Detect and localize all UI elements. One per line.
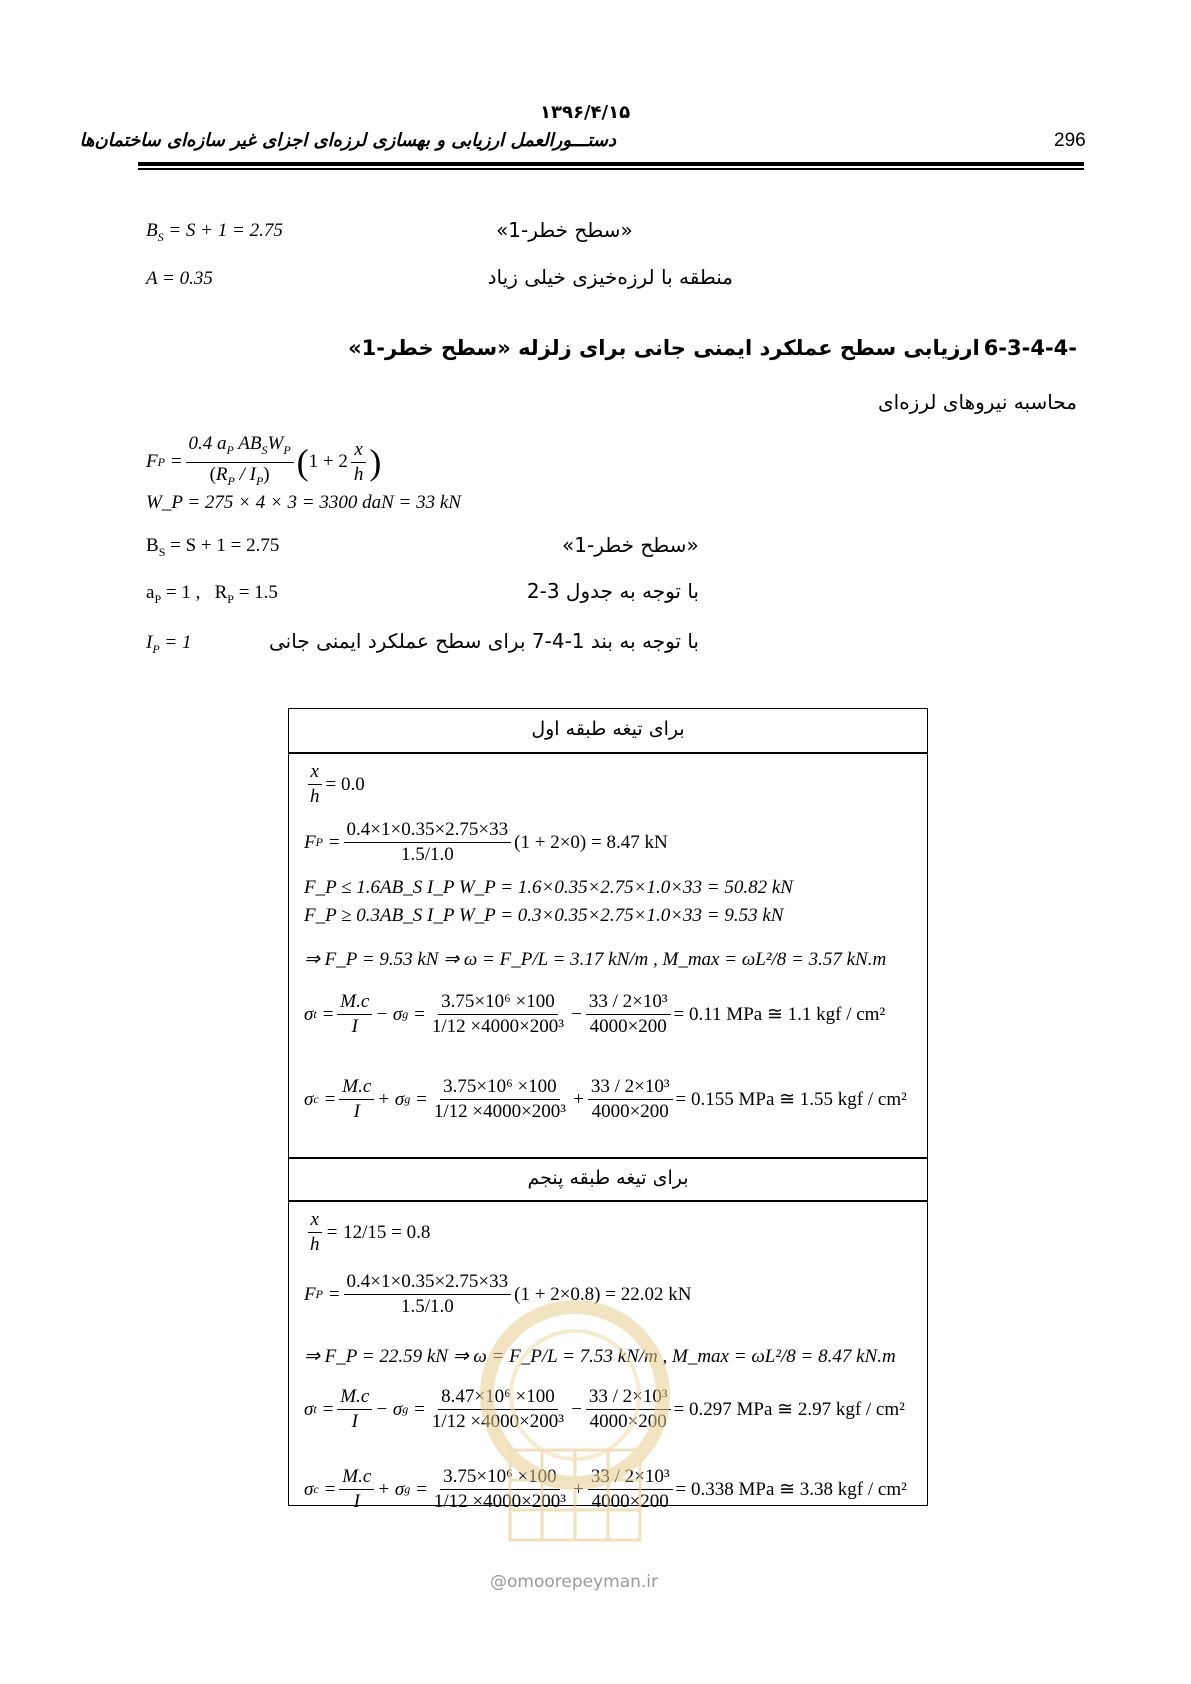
table-divider xyxy=(288,1157,928,1159)
table-divider xyxy=(288,1200,928,1202)
a-formula: A = 0.35 xyxy=(146,268,213,289)
header-title: دستـــورالعمل ارزیابی و بهسازی لرزه‌ای اجزای غیر سازه‌ای ساختمان‌ها xyxy=(79,130,616,151)
bs-note: «سطح خطر-1» xyxy=(496,218,633,242)
floor5-header: برای تیغه طبقه پنجم xyxy=(527,1167,689,1189)
bs-formula: $B_S = S + 1 = 2.75$ xyxy=(146,220,283,244)
f5-xh: $\frac{x}{h}$ = 12/15 = 0.8 xyxy=(304,1208,430,1257)
section-title: ارزیابی سطح عملکرد ایمنی جانی برای زلزله «سطح خطر-1» xyxy=(348,336,980,360)
section-subtitle: محاسبه نیروهای لرزه‌ای xyxy=(877,390,1077,414)
ap-note: با توجه به جدول 3-2 xyxy=(526,579,699,603)
f1-xh: $\frac{x}{h}$ = 0.0 xyxy=(304,760,365,809)
f5-sigma-t: σ t = $\frac{M.c}{I}$ − σ g = $\frac{\text{8.47×10⁶ ×100}}{\text{1/12 ×4000×200³}}$ − $\frac{\text{33 / 2×10³}}{4000\times 200}$ = 0.297 MPa ≅ 2.97 kgf / cm² xyxy=(304,1386,905,1432)
page-number: 296 xyxy=(1054,130,1086,151)
f5-fp: F P = $\frac{0.4\times 1\times 0.35\times 2.75\times 33}{1.5/1.0}$ (1 + 2×0.8) = 22.02 kN xyxy=(304,1271,692,1317)
stamp-logo-watermark xyxy=(470,1300,680,1560)
section-number: 6-3-4-4- xyxy=(983,336,1077,360)
ap-formula: $a_P = 1$ , $R_P = 1.5$ xyxy=(146,582,278,606)
f1-omega: ⇒ F_P = 9.53 kN ⇒ ω = F_P/L = 3.17 kN/m , M_max = ωL²/8 = 3.57 kN.m xyxy=(304,949,887,970)
bs2-formula: $B_S = S + 1 = 2.75$ xyxy=(146,535,280,559)
f1-sigma-t: σ t = $\frac{M.c}{I}$ − σ g = $\frac{\text{3.75×10⁶ ×100}}{\text{1/12 ×4000×200³}}$ − $\frac{\text{33 / 2×10³}}{4000\times 200}$ = 0.11 MPa ≅ 1.1 kgf / cm² xyxy=(304,991,886,1037)
site-watermark: @omoorepeyman.ir xyxy=(490,1572,659,1592)
bs2-note: «سطح خطر-1» xyxy=(562,533,699,557)
ip-formula: $I_P = 1$ xyxy=(146,632,192,656)
table-divider xyxy=(288,752,928,754)
f1-sigma-c: σ c = $\frac{M.c}{I}$ + σ g = $\frac{\text{3.75×10⁶ ×100}}{\text{1/12 ×4000×200³}}$ + $\frac{\text{33 / 2×10³}}{4000\times 200}$ = 0.155 MPa ≅ 1.55 kgf / cm² xyxy=(304,1076,907,1122)
section-heading xyxy=(348,336,1077,360)
a-note: منطقه با لرزه‌خیزی خیلی زیاد xyxy=(487,265,733,289)
f1-fp-max: F_P ≤ 1.6AB_S I_P W_P = 1.6×0.35×2.75×1.0×33 = 50.82 kN xyxy=(304,877,793,898)
f5-omega: ⇒ F_P = 22.59 kN ⇒ ω = F_P/L = 7.53 kN/m , M_max = ωL²/8 = 8.47 kN.m xyxy=(304,1346,896,1367)
header-rule-thin xyxy=(138,168,1084,170)
ip-note: با توجه به بند 1-4-7 برای سطح عملکرد ایمنی جانی xyxy=(269,629,699,653)
floor1-header: برای تیغه طبقه اول xyxy=(531,718,685,740)
header-rule xyxy=(138,162,1084,166)
f1-fp-min: F_P ≥ 0.3AB_S I_P W_P = 0.3×0.35×2.75×1.0×33 = 9.53 kN xyxy=(304,905,784,926)
header-date: ۱۳۹۶/۴/۱۵ xyxy=(540,102,631,123)
f5-sigma-c: σ c = $\frac{M.c}{I}$ + σ g = $\frac{\text{3.75×10⁶ ×100}}{\text{1/12 ×4000×200³}}$ + $\frac{\text{33 / 2×10³}}{4000\times 200}$ = 0.338 MPa ≅ 3.38 kgf / cm² xyxy=(304,1466,907,1512)
fp-general-formula: F P = $\frac{0.4 a_P AB_SW_P}{(R_P / I_P)}$ ( 1 + 2 $\frac{x}{h}$ ) xyxy=(146,433,382,488)
f1-fp: F P = $\frac{0.4\times 1\times 0.35\times 2.75\times 33}{1.5/1.0}$ (1 + 2×0) = 8.47 kN xyxy=(304,819,668,865)
wp-formula: W_P = 275 × 4 × 3 = 3300 daN = 33 kN xyxy=(146,492,461,513)
